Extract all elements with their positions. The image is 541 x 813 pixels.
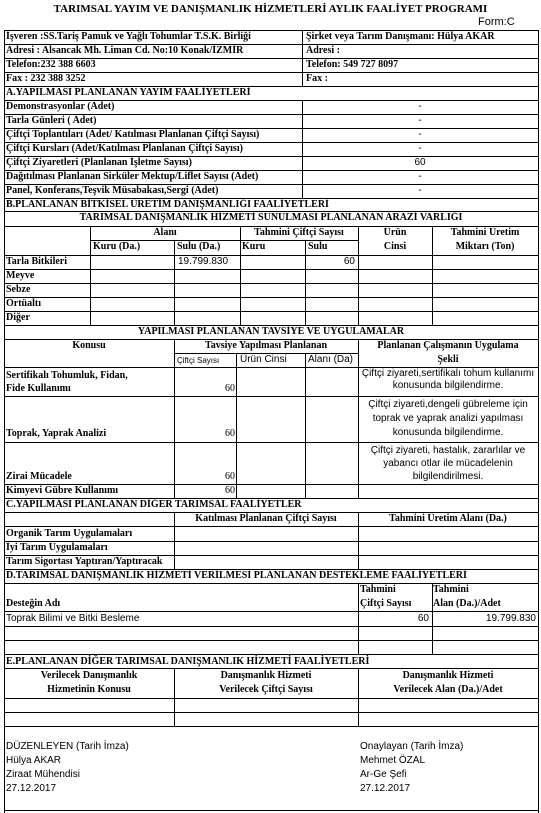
activity-value: 60 bbox=[414, 157, 426, 168]
land-sulu-value: 19.799.830 bbox=[178, 256, 229, 267]
col-e-2a: Danışmanlık Hizmeti bbox=[220, 670, 312, 681]
left-footer-date: 27.12.2017 bbox=[6, 783, 57, 794]
section-d-row-alan: 19.799.830 bbox=[485, 613, 536, 624]
advice-row1-l2: Fide Kullanımı bbox=[6, 383, 71, 394]
advice-row2-desc: Çiftçi ziyareti,dengeli gübreleme için toprak ve yaprak analizi yapılması konusunda bilgilendirme. bbox=[368, 399, 528, 438]
section-d-row-name: Toprak Bilimi ve Bitki Besleme bbox=[6, 613, 140, 624]
employer-phone: Telefon:232 388 6603 bbox=[6, 59, 96, 70]
advice-row1-l1: Sertifikalı Tohumluk, Fidan, bbox=[6, 370, 128, 381]
employer-name: İşveren :SS.Tariş Pamuk ve Yağlı Tohumlar T.S.K. Birliği bbox=[6, 31, 251, 42]
sub-ciftci-sayisi: Çiftçi Sayısı bbox=[177, 356, 220, 365]
col-e-3a: Danışmanlık Hizmeti bbox=[402, 670, 494, 681]
sub-urun-cinsi: Ürün Cinsi bbox=[240, 354, 287, 365]
land-type: Örtüaltı bbox=[6, 298, 41, 309]
advice-row3-value: 60 bbox=[225, 471, 235, 482]
right-footer-name: Mehmet ÖZAL bbox=[360, 755, 426, 766]
employer-fax: Fax : 232 388 3252 bbox=[6, 73, 86, 84]
consultant-phone: Telefon: 549 727 8097 bbox=[306, 59, 399, 70]
land-type: Diğer bbox=[6, 312, 30, 323]
col-uretim: Tahmini Üretim bbox=[450, 227, 520, 238]
activity-value: - bbox=[418, 115, 422, 126]
left-footer-name: Hülya AKAR bbox=[6, 755, 62, 766]
activity-value: - bbox=[418, 101, 422, 112]
col-c-ciftci: Katılması Planlanan Çiftçi Sayısı bbox=[195, 513, 337, 524]
advice-row2-value: 60 bbox=[225, 428, 235, 439]
activity-label: Demonstrasyonlar (Adet) bbox=[6, 101, 115, 112]
advice-row4-value: 60 bbox=[225, 485, 235, 496]
activity-label: Tarla Günleri ( Adet) bbox=[6, 115, 97, 126]
advice-row1-value: 60 bbox=[225, 383, 235, 394]
col-ciftci: Tahmini Çiftçi Sayısı bbox=[254, 227, 344, 238]
form-code: Form:C bbox=[478, 16, 515, 28]
page-title: TARIMSAL YAYIM VE DANIŞMANLIK HİZMETLERİ AYLIK FAALİYET PROGRAMI bbox=[53, 3, 488, 15]
land-type: Meyve bbox=[6, 270, 35, 281]
col-urun: Ürün bbox=[383, 227, 407, 238]
activity-value: - bbox=[418, 171, 422, 182]
col-d-alan2: Alan (Da.)/Adet bbox=[433, 598, 501, 609]
col-sekil2: Şekli bbox=[437, 354, 459, 365]
col-tavsiye: Tavsiye Yapılması Planlanan bbox=[204, 340, 328, 351]
activity-value: - bbox=[418, 143, 422, 154]
advice-row2-l2: Toprak, Yaprak Analizi bbox=[6, 428, 107, 439]
activity-label: Dağıtılması Planlanan Sirküler Mektup/Liflet Sayısı (Adet) bbox=[6, 171, 259, 182]
section-b-subtitle: TARIMSAL DANIŞMANLIK HİZMETİ SUNULMASI PLANLANAN ARAZİ VARLIĞI bbox=[79, 212, 463, 223]
col-d-ciftci1: Tahmini bbox=[360, 584, 396, 595]
consultant-fax: Fax : bbox=[306, 73, 328, 84]
section-c-row: İyi Tarım Uygulamaları bbox=[6, 542, 108, 553]
activity-label: Çiftçi Kursları (Adet/Katılması Planlanan Çiftçi Sayısı) bbox=[6, 143, 243, 154]
sub-alani: Alanı (Da) bbox=[308, 354, 354, 365]
section-a-title: A.YAPILMASI PLANLANAN YAYIM FAALİYETLERİ bbox=[6, 87, 251, 98]
col-c-alan: Tahmini Üretim Alanı (Da.) bbox=[389, 513, 507, 524]
advice-row3-l2: Zirai Mücadele bbox=[6, 471, 72, 482]
land-type: Tarla Bitkileri bbox=[6, 256, 68, 267]
left-footer-title: Ziraat Mühendisi bbox=[6, 769, 80, 780]
col-d-ciftci2: Çiftçi Sayısı bbox=[360, 598, 412, 609]
activity-value: - bbox=[418, 129, 422, 140]
section-c-row: Tarım Sigortası Yaptıran/Yaptıracak bbox=[6, 556, 163, 567]
activity-label: Panel, Konferans,Teşvik Müsabakası,Sergi (Adet) bbox=[6, 185, 219, 196]
col-e-3b: Verilecek Alan (Da.)/Adet bbox=[393, 684, 503, 695]
right-footer-role: Onaylayan (Tarih İmza) bbox=[360, 741, 464, 752]
advice-row1-desc: Çiftçi ziyareti,sertifikalı tohum kullanımı konusunda bilgilendirme. bbox=[361, 368, 535, 391]
section-c-row: Organik Tarım Uygulamaları bbox=[6, 528, 133, 539]
col-d-name: Desteğin Adı bbox=[6, 598, 61, 609]
col-e-1b: Hizmetinin Konusu bbox=[47, 684, 131, 695]
section-c-title: C.YAPILMASI PLANLANAN DİĞER TARIMSAL FAALİYETLER bbox=[6, 499, 302, 510]
land-ciftci-sulu: 60 bbox=[343, 256, 355, 267]
col-e-1a: Verilecek Danışmanlık bbox=[40, 670, 138, 681]
section-e-title: E.PLANLANAN DİĞER TARIMSAL DANIŞMANLIK HİZMETİ FAALİYETLERİ bbox=[6, 656, 370, 667]
advice-row4-l2: Kimyevi Gübre Kullanımı bbox=[6, 485, 119, 496]
sub-sulu2: Sulu bbox=[308, 241, 328, 252]
right-footer-title: Ar-Ge Şefi bbox=[360, 769, 407, 780]
advice-title: YAPILMASI PLANLANAN TAVSİYE VE UYGULAMALAR bbox=[137, 326, 405, 337]
section-d-title: D.TARIMSAL DANIŞMANLIK HİZMETİ VERİLMESİ PLANLANAN DESTEKLEME FAALİYETLERİ bbox=[6, 570, 467, 581]
col-alan: Alanı bbox=[153, 227, 177, 238]
sub-kuru2: Kuru bbox=[242, 241, 266, 252]
sub-kuru: Kuru (Da.) bbox=[93, 241, 141, 252]
left-footer-role: DÜZENLEYEN (Tarih İmza) bbox=[6, 741, 129, 752]
col-e-2b: Verilecek Çiftçi Sayısı bbox=[219, 684, 313, 695]
activity-label: Çiftçi Toplantıları (Adet/ Katılması Planlanan Çiftçi Sayısı) bbox=[6, 129, 260, 140]
advice-row3-desc: Çiftçi ziyareti, hastalık, zararlılar ve yabancı otlar ile mücadelenin bilgilendirilmesi. bbox=[370, 445, 526, 482]
section-d-row-ciftci: 60 bbox=[417, 613, 429, 624]
right-footer-date: 27.12.2017 bbox=[360, 783, 411, 794]
col-sekil: Planlanan Çalışmanın Uygulama bbox=[377, 340, 519, 351]
col-uretim-miktar: Miktarı (Ton) bbox=[455, 241, 515, 252]
col-d-alan1: Tahmini bbox=[433, 584, 469, 595]
sub-sulu: Sulu (Da.) bbox=[177, 241, 221, 252]
activity-value: - bbox=[418, 185, 422, 196]
activity-label: Çiftçi Ziyaretleri (Planlanan İşletme Sayısı) bbox=[6, 157, 192, 168]
col-konu: Konusu bbox=[72, 340, 106, 351]
employer-address: Adresi : Alsancak Mh. Liman Cd. No:10 Konak/İZMİR bbox=[6, 45, 244, 56]
land-type: Sebze bbox=[6, 284, 31, 295]
consultant-address: Adresi : bbox=[306, 45, 340, 56]
section-b-title: B.PLANLANAN BİTKİSEL ÜRETİM DANIŞMANLIĞI FAALİYETLERİ bbox=[6, 199, 329, 210]
col-urun-cinsi: Cinsi bbox=[383, 241, 407, 252]
consultant-name: Şirket veya Tarım Danışmanı: Hülya AKAR bbox=[306, 31, 495, 42]
